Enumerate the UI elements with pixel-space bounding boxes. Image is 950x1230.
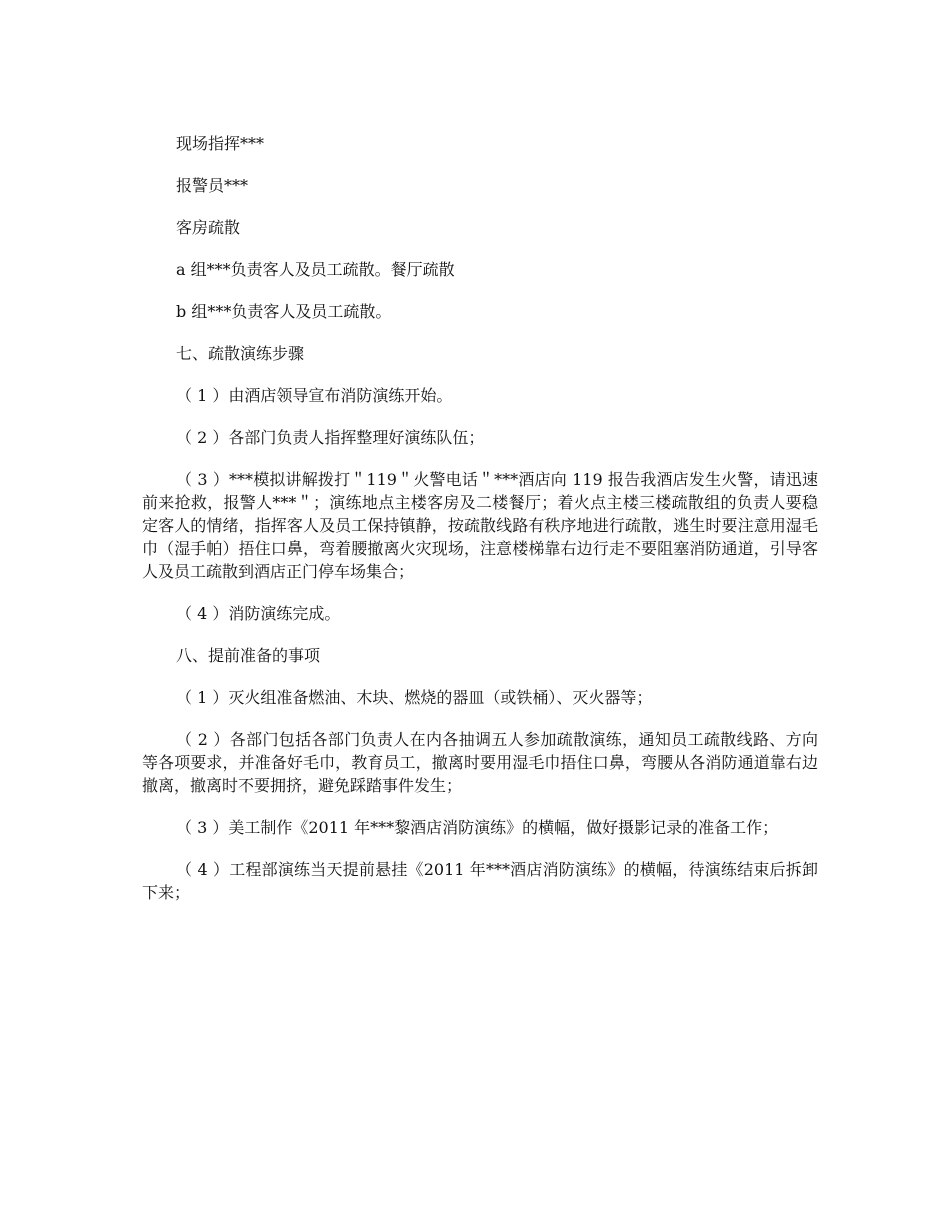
paragraph-step-1: （ 1 ）由酒店领导宣布消防演练开始。	[176, 386, 453, 405]
paragraph-prep-2: （ 2 ）各部门包括各部门负责人在内各抽调五人参加疏散演练，通知员工疏散线路、方向等各项要求，并准备好毛巾，教育员工，撤离时要用湿毛巾捂住口鼻，弯腰从各消防通道靠右边撤离，撤离时不要拥挤，避免踩踏事件发生；	[142, 730, 818, 795]
paragraph-alarm-officer: 报警员***	[176, 176, 249, 195]
paragraph-step-4: （ 4 ）消防演练完成。	[176, 604, 341, 623]
paragraph-prep-1: （ 1 ）灭火组准备燃油、木块、燃烧的器皿（或铁桶）、灭火器等；	[176, 688, 653, 707]
paragraph-room-evacuation: 客房疏散	[176, 218, 241, 237]
paragraph-group-b: b 组***负责客人及员工疏散。	[176, 302, 392, 321]
paragraph-step-3: （ 3 ）***模拟讲解拨打＂119＂火警电话＂***酒店向 119 报告我酒店发生火警，请迅速前来抢救，报警人***＂；演练地点主楼客房及二楼餐厅；着火点主楼三楼疏散组的负责人要稳定客人的情绪，指挥客人及员工保持镇静，按疏散线路有秩序地进行疏散，逃生时要注意用湿毛巾（湿手帕）捂住口鼻，弯着腰撤离火灾现场，注意楼梯靠右边行走不要阻塞消防通道，引导客人及员工疏散到酒店正门停车场集合；	[142, 470, 818, 581]
paragraph-step-2: （ 2 ）各部门负责人指挥整理好演练队伍；	[176, 428, 485, 447]
paragraph-prep-3: （ 3 ）美工制作《2011 年***黎酒店消防演练》的横幅，做好摄影记录的准备工作；	[176, 818, 779, 837]
document-body	[142, 132, 818, 923]
paragraph-prep-4: （ 4 ）工程部演练当天提前悬挂《2011 年***酒店消防演练》的横幅，待演练结束后拆卸下来；	[142, 860, 818, 902]
paragraph-group-a: a 组***负责客人及员工疏散。餐厅疏散	[176, 260, 455, 279]
section-heading-drill-steps: 七、疏散演练步骤	[176, 344, 305, 363]
section-heading-preparations: 八、提前准备的事项	[176, 646, 321, 665]
paragraph-field-commander: 现场指挥***	[176, 134, 265, 153]
